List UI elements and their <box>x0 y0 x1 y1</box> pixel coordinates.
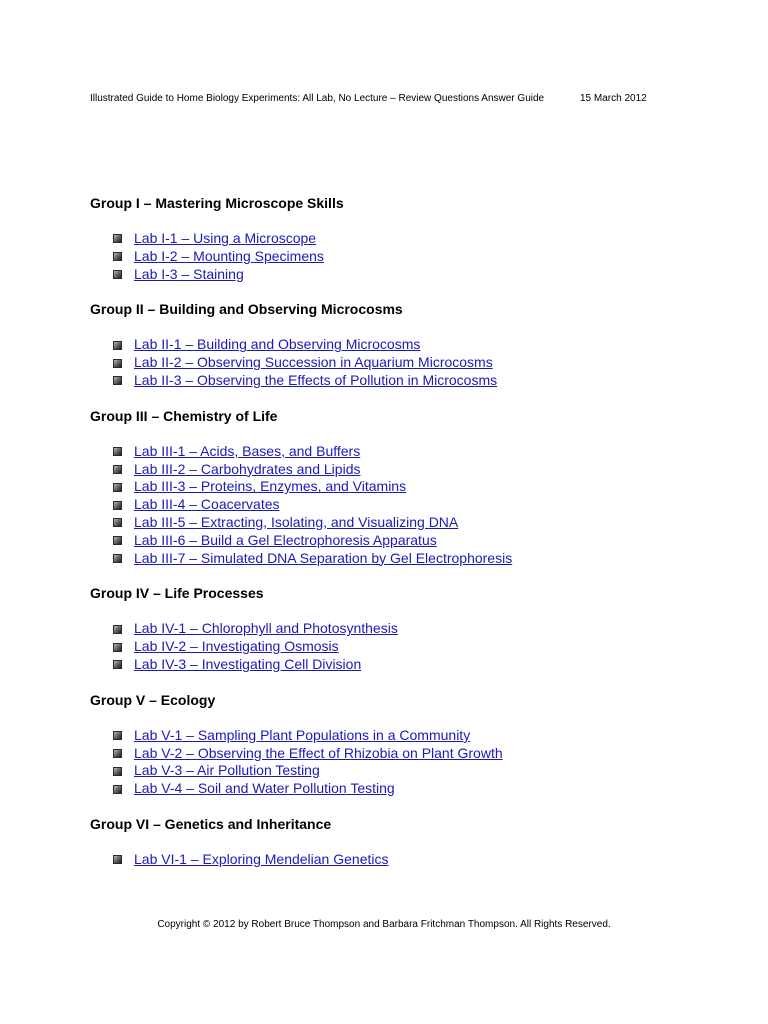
lab-link[interactable]: Lab III-3 – Proteins, Enzymes, and Vitamins <box>134 478 407 495</box>
group-2 <box>90 301 730 389</box>
list-item <box>113 638 730 656</box>
lab-link[interactable]: Lab III-7 – Simulated DNA Separation by Gel Electrophoresis <box>134 549 513 566</box>
square-bullet-icon <box>113 252 122 261</box>
square-bullet-icon <box>113 660 122 669</box>
list-item <box>113 230 730 248</box>
list-item <box>113 372 730 390</box>
lab-list <box>90 620 730 673</box>
lab-link[interactable]: Lab II-2 – Observing Succession in Aquarium Microcosms <box>134 354 493 371</box>
square-bullet-icon <box>113 536 122 545</box>
lab-list <box>90 727 730 798</box>
list-item <box>113 461 730 479</box>
group-title: Group III – Chemistry of Life <box>90 407 278 424</box>
lab-index <box>90 195 730 887</box>
lab-list <box>90 336 730 389</box>
lab-link[interactable]: Lab III-4 – Coacervates <box>134 496 280 513</box>
square-bullet-icon <box>113 234 122 243</box>
lab-link[interactable]: Lab I-2 – Mounting Specimens <box>134 247 324 264</box>
list-item <box>113 550 730 568</box>
list-item <box>113 478 730 496</box>
lab-link[interactable]: Lab III-1 – Acids, Bases, and Buffers <box>134 442 361 459</box>
square-bullet-icon <box>113 359 122 368</box>
lab-link[interactable]: Lab I-1 – Using a Microscope <box>134 230 317 246</box>
square-bullet-icon <box>113 376 122 385</box>
square-bullet-icon <box>113 465 122 474</box>
list-item <box>113 727 730 745</box>
lab-link[interactable]: Lab III-6 – Build a Gel Electrophoresis Apparatus <box>134 531 437 548</box>
lab-list <box>90 443 730 568</box>
group-1 <box>90 195 730 283</box>
lab-link[interactable]: Lab II-1 – Building and Observing Microcosms <box>134 336 421 353</box>
list-item <box>113 780 730 798</box>
list-item <box>113 496 730 514</box>
list-item <box>113 354 730 372</box>
list-item <box>113 532 730 550</box>
square-bullet-icon <box>113 554 122 563</box>
lab-link[interactable]: Lab III-2 – Carbohydrates and Lipids <box>134 460 361 477</box>
list-item <box>113 620 730 638</box>
group-6 <box>90 816 730 869</box>
lab-link[interactable]: Lab II-3 – Observing the Effects of Pollution in Microcosms <box>134 371 498 388</box>
square-bullet-icon <box>113 483 122 492</box>
list-item <box>113 745 730 763</box>
lab-link[interactable]: Lab V-1 – Sampling Plant Populations in a Community <box>134 726 471 743</box>
group-title: Group VI – Genetics and Inheritance <box>90 815 332 832</box>
header-title: Illustrated Guide to Home Biology Experiments: All Lab, No Lecture – Review Questions Answer Guide <box>90 93 545 104</box>
list-item <box>113 266 730 284</box>
square-bullet-icon <box>113 518 122 527</box>
lab-link[interactable]: Lab V-3 – Air Pollution Testing <box>134 762 320 779</box>
list-item <box>113 762 730 780</box>
list-item <box>113 248 730 266</box>
list-item <box>113 656 730 674</box>
lab-link[interactable]: Lab V-4 – Soil and Water Pollution Testing <box>134 780 395 797</box>
group-title: Group IV – Life Processes <box>90 585 264 602</box>
group-title: Group II – Building and Observing Microcosms <box>90 301 403 318</box>
copyright-footer: Copyright © 2012 by Robert Bruce Thompson and Barbara Fritchman Thompson. All Rights Reserved. <box>157 919 611 930</box>
lab-list <box>90 230 730 283</box>
list-item <box>113 443 730 461</box>
square-bullet-icon <box>113 625 122 634</box>
square-bullet-icon <box>113 767 122 776</box>
lab-link[interactable]: Lab IV-1 – Chlorophyll and Photosynthesis <box>134 620 398 637</box>
square-bullet-icon <box>113 749 122 758</box>
square-bullet-icon <box>113 855 122 864</box>
group-3 <box>90 408 730 568</box>
lab-link[interactable]: Lab IV-2 – Investigating Osmosis <box>134 638 339 655</box>
lab-link[interactable]: Lab III-5 – Extracting, Isolating, and Visualizing DNA <box>134 513 459 530</box>
lab-list <box>90 851 730 869</box>
lab-link[interactable]: Lab IV-3 – Investigating Cell Division <box>134 655 362 672</box>
group-4 <box>90 585 730 673</box>
square-bullet-icon <box>113 643 122 652</box>
square-bullet-icon <box>113 341 122 350</box>
list-item <box>113 851 730 869</box>
lab-link[interactable]: Lab I-3 – Staining <box>134 265 244 282</box>
group-title: Group I – Mastering Microscope Skills <box>90 195 344 211</box>
square-bullet-icon <box>113 270 122 279</box>
square-bullet-icon <box>113 501 122 510</box>
group-5 <box>90 692 730 798</box>
list-item <box>113 336 730 354</box>
group-title: Group V – Ecology <box>90 691 216 708</box>
list-item <box>113 514 730 532</box>
square-bullet-icon <box>113 785 122 794</box>
lab-link[interactable]: Lab V-2 – Observing the Effect of Rhizobia on Plant Growth <box>134 744 503 761</box>
lab-link[interactable]: Lab VI-1 – Exploring Mendelian Genetics <box>134 850 389 867</box>
square-bullet-icon <box>113 731 122 740</box>
square-bullet-icon <box>113 447 122 456</box>
header-date: 15 March 2012 <box>580 93 647 104</box>
